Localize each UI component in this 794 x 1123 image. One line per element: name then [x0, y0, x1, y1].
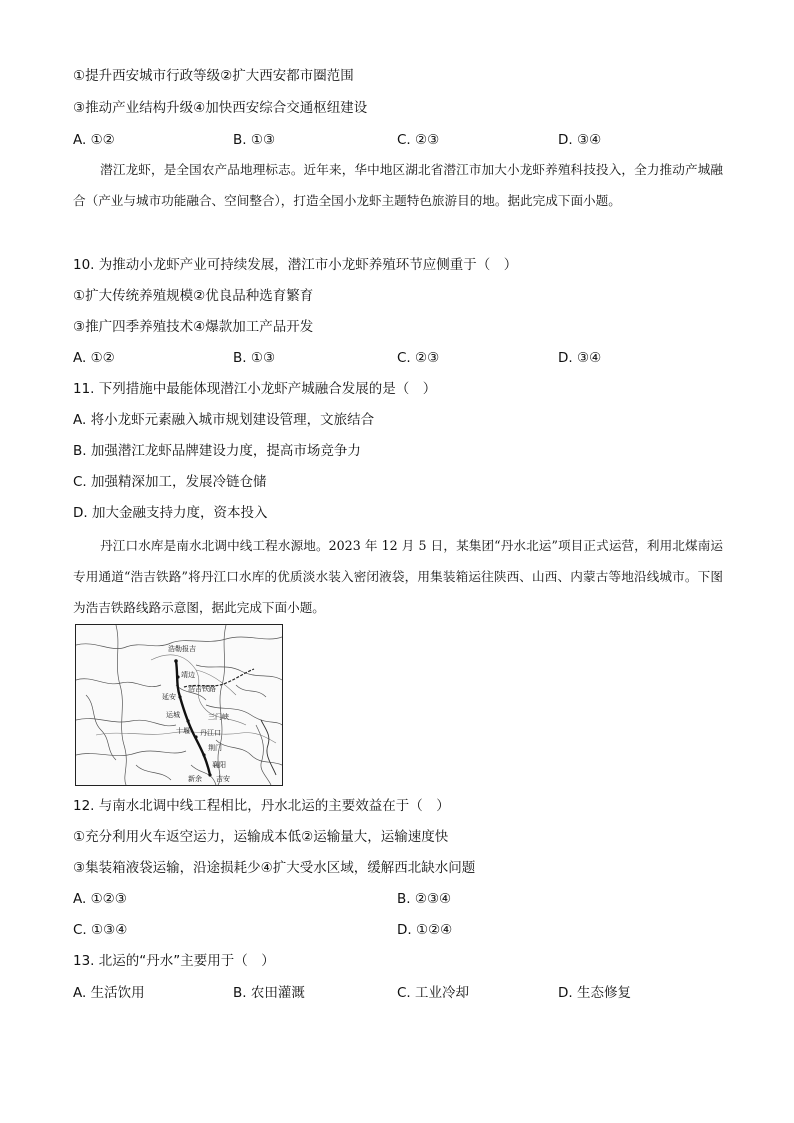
q10-option-d: D. ③④ [558, 350, 602, 366]
q10-statement-line-1: ①扩大传统养殖规模②优良品种选育繁育 [73, 288, 314, 304]
q12-statement-line-2: ③集装箱液袋运输，沿途损耗少④扩大受水区域，缓解西北缺水问题 [73, 860, 476, 876]
map-label-xiangyang: 襄阳 [212, 761, 226, 769]
q13-stem: 13. 北运的“丹水”主要用于（ ） [73, 953, 275, 969]
passage-danshui-beiyun [73, 530, 723, 623]
map-label-jingbian: 靖边 [181, 671, 195, 679]
q9-option-b: B. ①③ [233, 132, 276, 148]
q11-stem: 11. 下列措施中最能体现潜江小龙虾产城融合发展的是（ ） [73, 381, 437, 397]
map-label-jian: 吉安 [216, 775, 230, 783]
q13-option-b: B. 农田灌溉 [233, 985, 305, 1001]
q9-statement-line-1: ①提升西安城市行政等级②扩大西安都市圈范围 [73, 68, 354, 84]
q10-stem: 10. 为推动小龙虾产业可持续发展，潜江市小龙虾养殖环节应侧重于（ ） [73, 257, 518, 273]
q12-option-c: C. ①③④ [73, 922, 128, 938]
map-label-yanan: 延安 [162, 693, 176, 701]
q13-option-c: C. 工业冷却 [397, 985, 470, 1001]
map-label-jingmen: 荆门 [208, 744, 222, 752]
map-label-danjiangkou: 丹江口 [200, 729, 221, 737]
q12-option-d: D. ①②④ [397, 922, 453, 938]
q13-option-d: D. 生态修复 [558, 985, 631, 1001]
q10-option-b: B. ①③ [233, 350, 276, 366]
q11-option-b: B. 加强潜江龙虾品牌建设力度，提高市场竞争力 [73, 443, 361, 459]
map-label-haoji-railway: 浩吉铁路 [188, 685, 216, 693]
q9-option-d: D. ③④ [558, 132, 602, 148]
map-svg [76, 625, 282, 785]
q11-option-a: A. 将小龙虾元素融入城市规划建设管理，文旅结合 [73, 412, 375, 428]
map-label-yuncheng: 运城 [166, 711, 180, 719]
passage-2-text: 丹江口水库是南水北调中线工程水源地。2023 年 12 月 5 日，某集团“丹水北运”项目正式运营，利用北煤南运专用通道“浩吉铁路”将丹江口水库的优质淡水装入密闭液袋，用集装箱运往陕西、山西、内蒙古等地沿线城市。下图为浩吉铁路线路示意图，据此完成下面小题。 [73, 538, 723, 615]
q10-statement-line-2: ③推广四季养殖技术④爆款加工产品开发 [73, 319, 314, 335]
passage-1-text: 潜江龙虾，是全国农产品地理标志。近年来，华中地区湖北省潜江市加大小龙虾养殖科技投入，全力推动产城融合（产业与城市功能融合、空间整合），打造全国小龙虾主题特色旅游目的地。据此完成下面小题。 [73, 162, 723, 208]
map-label-haolebaoji: 浩勒报吉 [168, 645, 196, 653]
q11-option-c: C. 加强精深加工，发展冷链仓储 [73, 474, 267, 490]
q10-option-a: A. ①② [73, 350, 115, 366]
map-label-shiyan: 十堰 [176, 727, 190, 735]
q9-statement-line-2: ③推动产业结构升级④加快西安综合交通枢纽建设 [73, 100, 368, 116]
passage-qianjiang-crayfish [73, 154, 723, 216]
q11-option-d: D. 加大金融支持力度，资本投入 [73, 505, 268, 521]
q12-option-a: A. ①②③ [73, 891, 127, 907]
q12-option-b: B. ②③④ [397, 891, 452, 907]
map-label-sanmenxia: 三门峡 [208, 713, 229, 721]
q9-option-a: A. ①② [73, 132, 115, 148]
q10-option-c: C. ②③ [397, 350, 440, 366]
q9-option-c: C. ②③ [397, 132, 440, 148]
haoji-railway-map [75, 624, 283, 786]
q12-statement-line-1: ①充分利用火车返空运力，运输成本低②运输量大，运输速度快 [73, 829, 449, 845]
map-label-xinyu: 新余 [188, 775, 202, 783]
q12-stem: 12. 与南水北调中线工程相比，丹水北运的主要效益在于（ ） [73, 798, 450, 814]
q13-option-a: A. 生活饮用 [73, 985, 145, 1001]
